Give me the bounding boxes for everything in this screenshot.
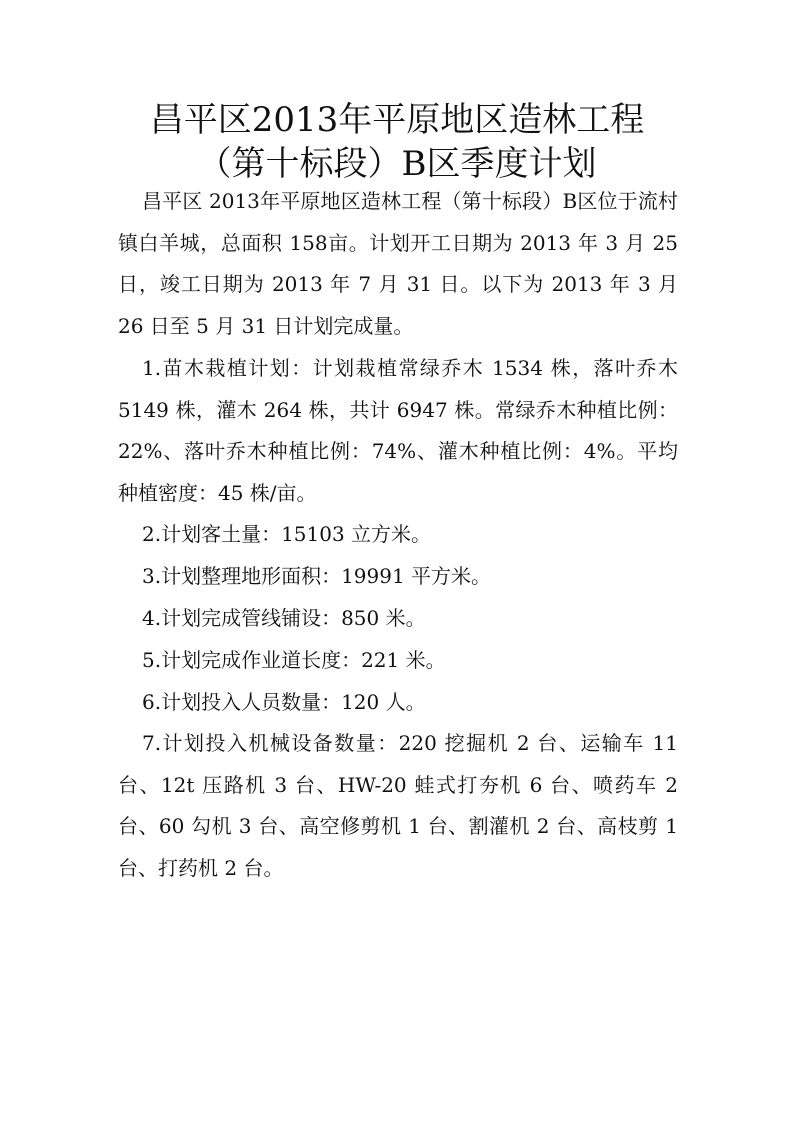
- plan-item-road: 5.计划完成作业道长度：221 米。: [142, 648, 446, 672]
- plan-item-soil: 2.计划客土量：15103 立方米。: [142, 522, 432, 546]
- plan-item-seedling: 1.苗木栽植计划：计划栽植常绿乔木 1534 株，落叶乔木 5149 株，灌木 264 株，共计 6947 株。常绿乔木种植比例：22%、落叶乔木种植比例：74%、灌木种植比例：4%。平均种植密度：45 株/亩。: [118, 356, 678, 505]
- document-title-line-2: （第十标段）B区季度计划: [197, 144, 597, 184]
- document-title-line-1: 昌平区2013年平原地区造林工程: [149, 100, 645, 140]
- plan-item-machinery: 7.计划投入机械设备数量：220 挖掘机 2 台、运输车 11 台、12t 压路机 3 台、HW-20 蛙式打夯机 6 台、喷药车 2 台、60 勾机 3 台、高空修剪机 1 台、割灌机 2 台、高枝剪 1 台、打药机 2 台。: [118, 731, 678, 880]
- plan-item-staff: 6.计划投入人员数量：120 人。: [142, 690, 426, 714]
- plan-item-pipeline: 4.计划完成管线铺设：850 米。: [142, 606, 426, 630]
- plan-item-terrain: 3.计划整理地形面积：19991 平方米。: [142, 564, 492, 588]
- intro-paragraph: 昌平区 2013年平原地区造林工程（第十标段）B区位于流村镇白羊城，总面积 158亩。计划开工日期为 2013 年 3 月 25 日，竣工日期为 2013 年 7 月 31 日。以下为 2013 年 3 月 26 日至 5 月 31 日计划完成量。: [118, 189, 678, 338]
